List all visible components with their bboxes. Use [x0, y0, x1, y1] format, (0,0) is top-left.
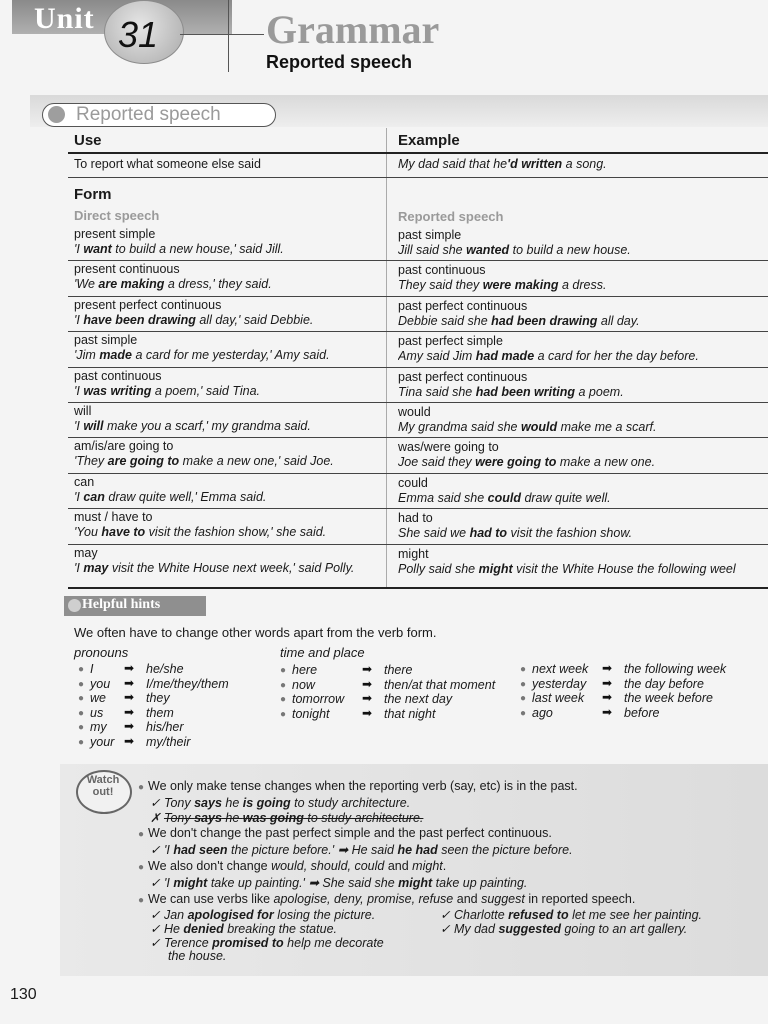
reported-example: Tina said she had been writing a poem.	[398, 384, 624, 399]
bullet-icon: ●	[280, 679, 287, 691]
bullet-icon: ●	[138, 829, 145, 840]
bullet-icon: ●	[280, 708, 287, 720]
direct-example: 'I want to build a new house,' said Jill.	[74, 242, 284, 256]
hint-to: my/their	[146, 735, 191, 749]
unit-number: 31	[118, 14, 159, 55]
hint-to: I/me/they/them	[146, 676, 229, 691]
tick-icon: ✓	[150, 936, 161, 950]
section-title: Reported speech	[76, 104, 221, 125]
hint-from: your	[90, 735, 115, 749]
reported-tense: past simple	[398, 228, 462, 242]
arrow-icon: ➡	[124, 661, 135, 675]
rule-2: We don't change the past perfect simple and the past perfect continuous.	[148, 826, 552, 840]
page-subtitle: Reported speech	[266, 52, 413, 72]
rule-1: We only make tense changes when the reporting verb (say, etc) is in the past.	[148, 779, 578, 793]
hint-to: the next day	[384, 692, 453, 707]
row-rule	[68, 544, 768, 545]
hint-from: here	[292, 663, 318, 677]
arrow-icon: ➡	[362, 691, 373, 706]
bullet-icon: ●	[78, 707, 85, 719]
tick-icon: ✓	[150, 796, 161, 810]
verb-example: ✓ He denied breaking the statue.	[150, 922, 337, 936]
hint-from: ago	[532, 705, 553, 720]
verb-example-continued: the house.	[168, 949, 227, 963]
direct-speech-header: Direct speech	[74, 208, 160, 223]
direct-example: 'They are going to make a new one,' said Joe.	[74, 454, 334, 469]
column-divider	[386, 128, 387, 588]
direct-tense: present simple	[74, 227, 156, 241]
bullet-icon: ●	[138, 782, 145, 793]
tick-icon: ✓	[440, 908, 451, 922]
tick-icon: ✓	[150, 876, 161, 890]
hint-to: the week before	[624, 691, 713, 706]
bullet-icon: ●	[520, 664, 527, 675]
header-divider	[180, 34, 264, 35]
reported-speech-header: Reported speech	[398, 209, 504, 224]
row-rule	[68, 367, 768, 368]
hint-from: us	[90, 705, 104, 720]
direct-tense: present continuous	[74, 262, 180, 277]
reported-tense: past continuous	[398, 263, 486, 278]
row-rule	[68, 177, 768, 178]
hint-from: next week	[532, 662, 589, 676]
bullet-icon: ●	[520, 707, 527, 719]
bullet-icon: ●	[138, 862, 145, 873]
arrow-icon: ➡	[337, 843, 349, 857]
reported-tense: past perfect continuous	[398, 298, 528, 313]
arrow-icon: ➡	[602, 661, 613, 675]
form-header: Form	[74, 186, 112, 203]
rule-3-example: ✓ 'I might take up painting.' ➡ She said she might take up painting.	[150, 876, 528, 890]
reported-tense: had to	[398, 511, 433, 526]
table-bottom-rule	[68, 587, 768, 589]
verb-example: ✓ My dad suggested going to an art gallery.	[440, 922, 688, 936]
bullet-dot-icon	[68, 599, 81, 612]
reported-tense: would	[398, 405, 431, 419]
tick-icon: ✓	[150, 922, 161, 936]
hint-to: the day before	[624, 676, 704, 691]
bullet-icon: ●	[78, 664, 85, 675]
direct-example: 'I was writing a poem,' said Tina.	[74, 383, 261, 398]
direct-example: 'We are making a dress,' they said.	[74, 277, 272, 292]
reported-example: Debbie said she had been drawing all day.	[398, 313, 640, 328]
verb-example: ✓ Charlotte refused to let me see her painting.	[440, 908, 703, 922]
arrow-icon: ➡	[602, 675, 613, 690]
direct-tense: may	[74, 545, 98, 560]
rule-1-wrong: ✗ Tony says he was going to study architecture.	[150, 811, 424, 825]
bullet-icon: ●	[520, 678, 527, 690]
rule-3: We also don't change would, should, could and might.	[148, 859, 447, 873]
reported-tense: past perfect continuous	[398, 369, 528, 384]
use-header: Use	[74, 132, 102, 149]
bullet-icon: ●	[138, 895, 145, 906]
page-number: 130	[10, 986, 37, 1003]
arrow-icon: ➡	[602, 690, 613, 705]
row-rule	[68, 473, 768, 474]
use-text: To report what someone else said	[74, 157, 261, 171]
verb-example: ✓ Jan apologised for losing the picture.	[150, 908, 376, 922]
row-rule	[68, 402, 768, 403]
direct-tense: can	[74, 474, 95, 489]
bullet-icon: ●	[78, 678, 85, 690]
rule-4: We can use verbs like apologise, deny, promise, refuse and suggest in reported speech.	[148, 892, 636, 906]
reported-example: They said they were making a dress.	[398, 278, 607, 293]
rule-2-example: ✓ 'I had seen the picture before.' ➡ He said he had seen the picture before.	[150, 843, 573, 857]
row-rule	[68, 437, 768, 438]
row-rule	[68, 296, 768, 297]
row-rule	[68, 331, 768, 332]
direct-example: 'I have been drawing all day,' said Debbie.	[74, 312, 314, 327]
bullet-icon: ●	[78, 693, 85, 705]
hints-intro: We often have to change other words apart from the verb form.	[74, 625, 437, 640]
arrow-icon: ➡	[308, 876, 319, 890]
direct-example: 'I can draw quite well,' Emma said.	[74, 489, 267, 504]
direct-tense: present perfect continuous	[74, 297, 222, 312]
header-vertical-divider	[228, 0, 229, 72]
row-rule	[68, 260, 768, 261]
hint-from: last week	[532, 691, 585, 706]
bullet-icon: ●	[280, 694, 287, 706]
arrow-icon: ➡	[124, 690, 135, 705]
hint-to: that night	[384, 706, 436, 721]
arrow-icon: ➡	[124, 704, 135, 719]
hint-to: they	[146, 691, 170, 706]
header-rule	[68, 152, 768, 154]
rule-1-correct: ✓ Tony says he is going to study architecture.	[150, 796, 411, 810]
arrow-icon: ➡	[362, 662, 373, 676]
reported-example: She said we had to visit the fashion show.	[398, 526, 633, 541]
time-place-header: time and place	[280, 645, 365, 660]
hints-title: Helpful hints	[82, 597, 161, 612]
row-rule	[68, 508, 768, 509]
reported-example: Amy said Jim had made a card for her the day before.	[398, 349, 699, 364]
arrow-icon: ➡	[362, 705, 373, 720]
hint-from: yesterday	[532, 676, 587, 691]
reported-tense: was/were going to	[398, 440, 499, 455]
hint-from: you	[90, 676, 111, 691]
bullet-icon: ●	[78, 737, 85, 748]
hint-from: tomorrow	[292, 692, 345, 707]
example-text: My dad said that he'd written a song.	[398, 157, 607, 171]
reported-example: Joe said they were going to make a new one.	[398, 455, 656, 470]
arrow-icon: ➡	[124, 734, 135, 748]
hint-from: we	[90, 691, 106, 706]
bullet-icon: ●	[78, 722, 85, 734]
hint-from: tonight	[292, 706, 330, 721]
direct-example: 'Jim made a card for me yesterday,' Amy said.	[74, 348, 330, 363]
tick-icon: ✓	[150, 843, 161, 857]
hint-from: I	[90, 662, 94, 676]
direct-tense: past continuous	[74, 368, 162, 383]
direct-tense: must / have to	[74, 510, 153, 525]
reported-tense: past perfect simple	[398, 334, 503, 349]
tick-icon: ✓	[150, 908, 161, 922]
direct-example: 'I will make you a scarf,' my grandma said.	[74, 419, 311, 433]
direct-example: 'You have to visit the fashion show,' she said.	[74, 525, 327, 540]
reported-tense: might	[398, 546, 429, 561]
direct-tense: past simple	[74, 333, 138, 348]
unit-label: Unit	[34, 2, 95, 35]
bullet-icon: ●	[520, 693, 527, 705]
hint-to: then/at that moment	[384, 677, 496, 692]
arrow-icon: ➡	[124, 675, 135, 690]
direct-example: 'I may visit the White House next week,' said Polly.	[74, 560, 355, 575]
arrow-icon: ➡	[602, 704, 613, 719]
watch-out-label: Watch out!	[86, 774, 120, 798]
hint-to: the following week	[624, 662, 727, 676]
direct-tense: am/is/are going to	[74, 439, 174, 454]
bullet-icon: ●	[280, 665, 287, 676]
hint-to: before	[624, 705, 660, 720]
bullet-dot-icon	[48, 106, 65, 123]
tick-icon: ✓	[440, 922, 451, 936]
hint-to: them	[146, 705, 174, 720]
cross-icon: ✗	[150, 811, 161, 825]
reported-tense: could	[398, 475, 428, 490]
pronouns-header: pronouns	[74, 645, 129, 660]
hint-to: there	[384, 663, 413, 677]
reported-example: Jill said she wanted to build a new house.	[398, 243, 631, 257]
reported-example: My grandma said she would make me a scarf.	[398, 420, 657, 434]
arrow-icon: ➡	[362, 676, 373, 691]
arrow-icon: ➡	[124, 719, 135, 734]
example-header: Example	[398, 132, 460, 149]
verb-example: ✓ Terence promised to help me decorate	[150, 936, 384, 950]
hint-to: he/she	[146, 662, 184, 676]
hint-from: my	[90, 720, 107, 735]
reported-example: Emma said she could draw quite well.	[398, 490, 611, 505]
hint-from: now	[292, 677, 315, 692]
page-title: Grammar	[266, 7, 440, 52]
hint-to: his/her	[146, 720, 184, 735]
reported-example: Polly said she might visit the White House the following weel	[398, 561, 736, 576]
direct-tense: will	[74, 404, 92, 418]
